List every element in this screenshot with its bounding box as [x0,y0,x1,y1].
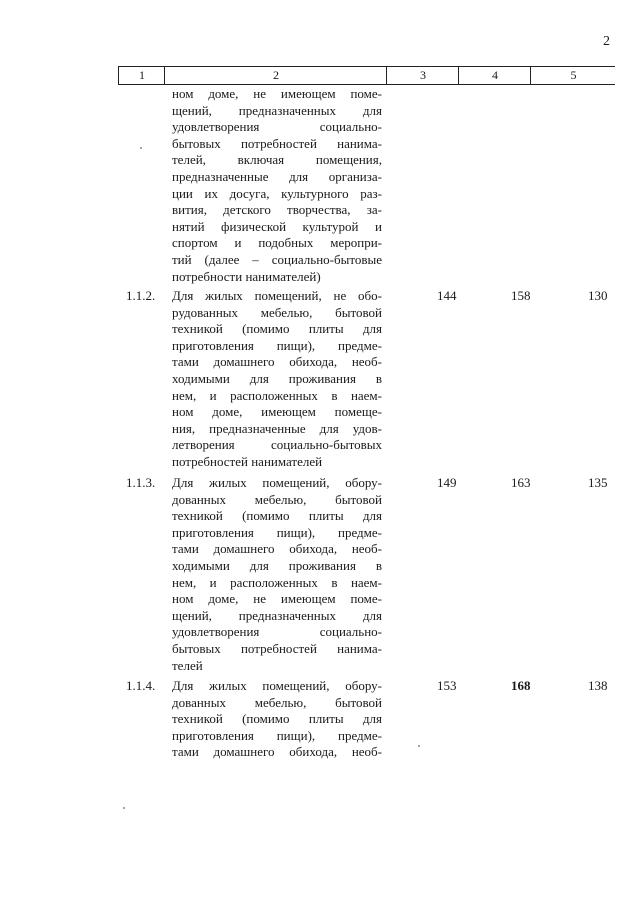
text-line: ходимыми для проживания в [172,557,382,573]
text-line: дованных мебелью, бытовой [172,694,382,710]
text-line: тий (далее – социально-бытовые [172,251,382,267]
header-col-5: 5 [530,67,616,84]
row-code: 1.1.3. [126,475,156,490]
text-line: рудованных мебелью, бытовой [172,304,382,320]
header-col-3: 3 [386,67,459,84]
text-line: техникой (помимо плиты для [172,508,382,524]
text-line: телей [172,657,203,673]
text-line: телей, включая помещения, [172,152,382,168]
row-code: 1.1.2. [126,288,156,303]
value-col-4: 168 [511,678,531,693]
value-col-5: 138 [588,678,608,693]
text-line: Для жилых помещений, обору- [172,475,382,490]
text-line: летворения социально-бытовых [172,437,382,453]
text-line: приготовления пищи), предме- [172,337,382,353]
value-col-5: 130 [588,288,608,303]
text-line: нем, и расположенных в наем- [172,387,382,403]
row-description [172,475,382,674]
table-header-row [118,66,615,85]
text-line: тами домашнего обихода, необ- [172,354,382,370]
value-col-3: 149 [437,475,457,490]
row-description [172,288,382,471]
text-line: ходимыми для проживания в [172,370,382,386]
text-line: Для жилых помещений, обору- [172,678,382,693]
header-col-1: 1 [118,67,165,84]
text-line: ном доме, не имеющем поме- [172,591,382,607]
text-line: нем, и расположенных в наем- [172,574,382,590]
text-line: ном доме, имеющем помеще- [172,404,382,420]
text-line: вития, детского творчества, за- [172,202,382,218]
text-line: удовлетворения социально- [172,119,382,135]
text-line: техникой (помимо плиты для [172,711,382,727]
value-col-4: 163 [511,475,531,490]
text-line: приготовления пищи), предме- [172,524,382,540]
text-line: предназначенные для организа- [172,168,382,184]
continuation-description [172,86,382,285]
text-line: потребностей нанимателей [172,453,323,469]
text-line: удовлетворения социально- [172,624,382,640]
scan-speck [418,745,420,747]
row-code: 1.1.4. [126,678,156,693]
value-col-3: 144 [437,288,457,303]
header-col-4: 4 [458,67,531,84]
text-line: спортом и подобных меропри- [172,235,382,251]
text-line: бытовых потребностей нанима- [172,640,382,656]
row-description [172,678,382,761]
text-line: потребности нанимателей) [172,268,321,284]
header-col-2: 2 [164,67,387,84]
text-line: дованных мебелью, бытовой [172,491,382,507]
text-line: тами домашнего обихода, необ- [172,744,382,760]
text-line: приготовления пищи), предме- [172,727,382,743]
value-col-5: 135 [588,475,608,490]
value-col-3: 153 [437,678,457,693]
text-line: нятий физической культурой и [172,218,382,234]
scan-speck [123,807,125,809]
text-line: ном доме, не имеющем поме- [172,86,382,101]
text-line: щений, предназначенных для [172,102,382,118]
text-line: бытовых потребностей нанима- [172,135,382,151]
text-line: щений, предназначенных для [172,607,382,623]
text-line: ции их досуга, культурного раз- [172,185,382,201]
scan-speck [140,147,142,149]
text-line: Для жилых помещений, не обо- [172,288,382,303]
text-line: техникой (помимо плиты для [172,321,382,337]
text-line: тами домашнего обихода, необ- [172,541,382,557]
text-line: ния, предназначенные для удов- [172,420,382,436]
page-number: 2 [603,34,610,49]
value-col-4: 158 [511,288,531,303]
